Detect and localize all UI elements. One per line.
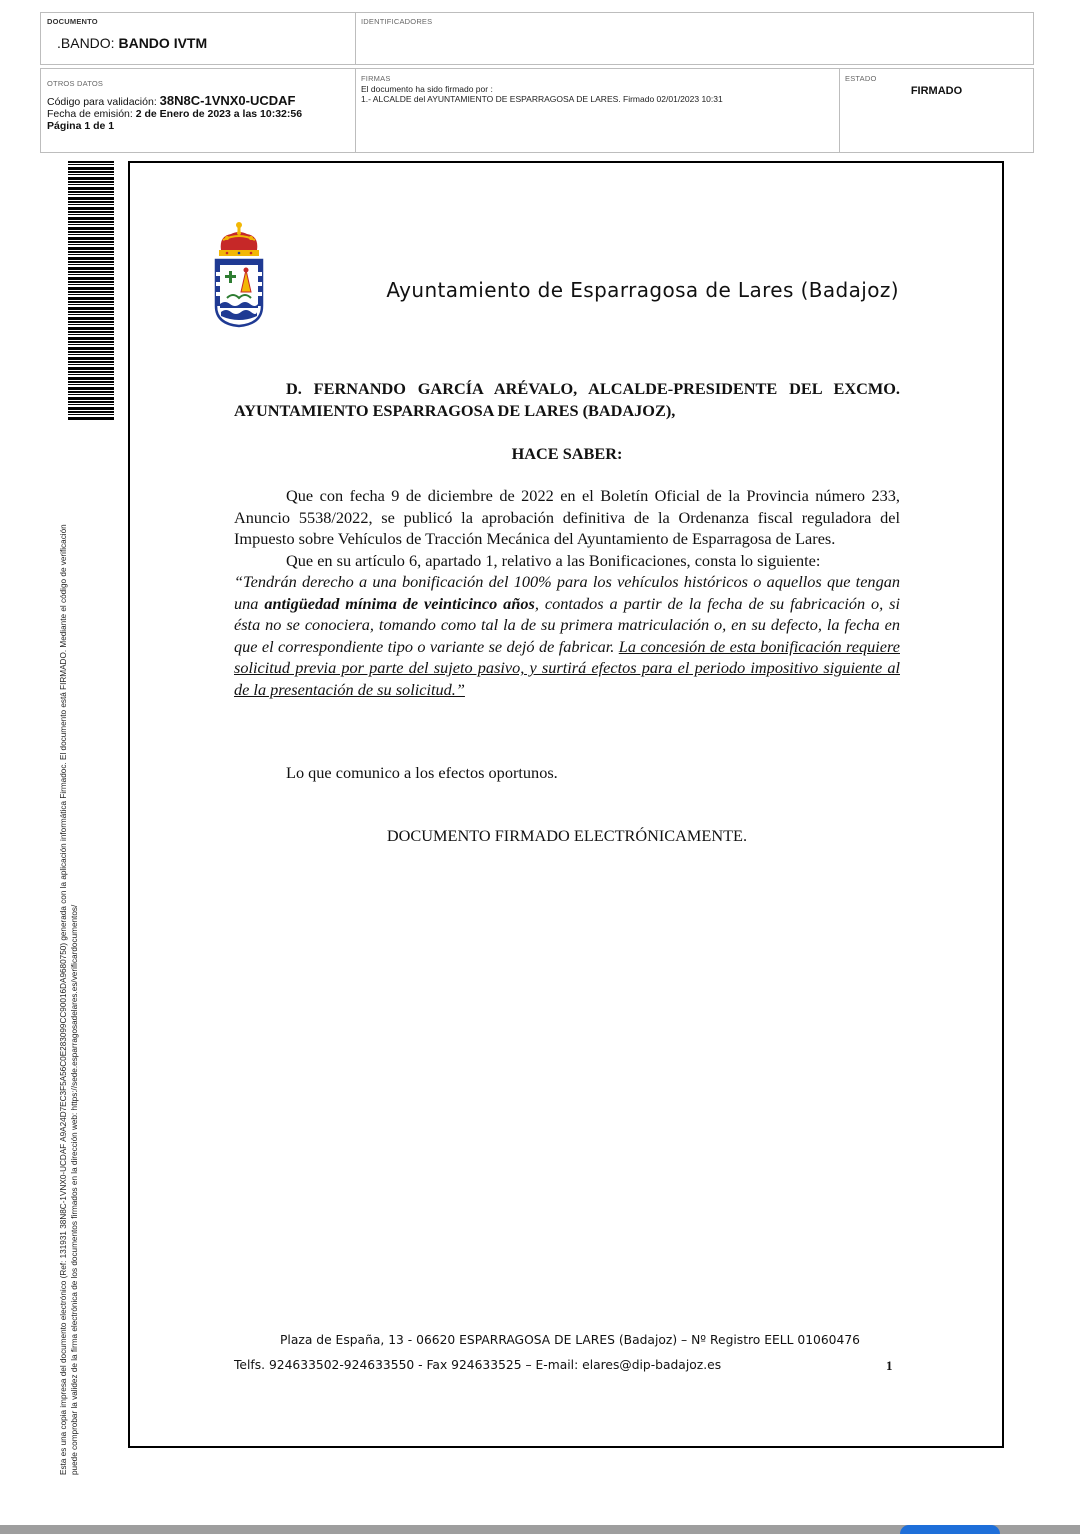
documento-cell xyxy=(41,13,355,64)
estado-value: FIRMADO xyxy=(910,85,963,97)
quote-underlined: La concesión de esta bonificación requiere solicitud previa por parte del sujeto pasivo, y surtirá efectos para el periodo impositivo siguiente al de la presentación de su solicitud.” xyxy=(234,636,900,699)
mayor-heading xyxy=(234,378,900,421)
quote-mid: , contados a partir de la fecha de su fabricación o, si ésta no se conociera, tomando como tal la de su primera matriculación o, en su defecto, la fecha en que el correspondiente tipo o variante se dejó de fabricar. xyxy=(234,593,901,656)
paragraph-2: Que en su artículo 6, apartado 1, relativo a las Bonificaciones, consta lo siguiente: xyxy=(286,550,821,570)
signed-line: DOCUMENTO FIRMADO ELECTRÓNICAMENTE. xyxy=(386,826,748,845)
emission-row xyxy=(47,108,349,120)
otros-datos-cell xyxy=(41,69,355,152)
paragraph-1: Que con fecha 9 de diciembre de 2022 en el Boletín Oficial de la Provincia número 233, Anuncio 5538/2022, se publicó la aprobación definitiva de la Ordenanza fiscal reguladora del Impuesto sobre Vehículos de Tracción Mecánica del Ayuntamiento de Esparragosa de Lares. xyxy=(234,486,900,548)
quote-bold: antigüedad mínima de veinticinco años xyxy=(264,593,535,613)
validation-row xyxy=(47,95,349,108)
validation-label: Código para validación: xyxy=(47,96,157,108)
barcode xyxy=(68,161,114,421)
footer-address: Plaza de España, 13 - 06620 ESPARRAGOSA DE LARES (Badajoz) – Nº Registro EELL 01060476 xyxy=(280,1333,860,1347)
document-frame xyxy=(128,161,1004,1448)
header-data-row xyxy=(40,68,1034,153)
coat-of-arms-icon xyxy=(213,220,265,328)
estado-cell xyxy=(839,69,1033,152)
quote-paragraph xyxy=(234,571,900,700)
quote-open: “Tendrán derecho a una bonificación del 100% para los vehículos históricos o aquellos que tengan una xyxy=(234,572,900,613)
page-info: Página 1 de 1 xyxy=(47,120,115,132)
document-title xyxy=(57,35,349,51)
firmas-line-2: 1.- ALCALDE del AYUNTAMIENTO DE ESPARRAGOSA DE LARES. Firmado 02/01/2023 10:31 xyxy=(361,93,723,104)
municipality-title: Ayuntamiento de Esparragosa de Lares (Badajoz) xyxy=(386,278,899,302)
side-legend xyxy=(58,415,80,1475)
identificadores-caption: IDENTIFICADORES xyxy=(361,17,433,26)
document-prefix: .BANDO: xyxy=(57,35,115,51)
closing-line: Lo que comunico a los efectos oportunos. xyxy=(286,763,558,782)
document-name: BANDO IVTM xyxy=(118,35,208,51)
side-legend-line-2: puede comprobar la validez de la firma electrónica de los documentos firmados en la dirección web: https://sede.esparragosadelares.es/verificardocumentos/ xyxy=(70,904,79,1475)
footer-contact: Telfs. 924633502-924633550 - Fax 924633525 – E-mail: elares@dip-badajoz.es xyxy=(234,1358,722,1372)
emission-date: 2 de Enero de 2023 a las 10:32:56 xyxy=(135,108,303,120)
identificadores-cell xyxy=(355,13,1033,64)
corner-button[interactable] xyxy=(900,1525,1000,1534)
validation-code: 38N8C-1VNX0-UCDAF xyxy=(159,93,296,108)
otros-datos-caption: OTROS DATOS xyxy=(47,79,104,88)
body-paragraphs xyxy=(234,485,900,700)
side-legend-line-1: Esta es una copia impresa del documento electrónico (Ref: 131931 38N8C-1VNX0-UCDAF A9A24D7EC3F5A56C0E283099CC90016DA9680750) generada con la aplicación informática Firmadoc. El documento está FIRMADO. Mediante el código de verificación xyxy=(59,524,68,1475)
hace-saber: HACE SABER: xyxy=(511,444,623,463)
emission-label: Fecha de emisión: xyxy=(47,108,133,120)
firmas-cell xyxy=(355,69,839,152)
firmas-line-1: El documento ha sido firmado por : xyxy=(361,84,493,94)
documento-caption: DOCUMENTO xyxy=(47,17,98,26)
mayor-line-2: AYUNTAMIENTO ESPARRAGOSA DE LARES (BADAJOZ), xyxy=(234,400,676,420)
estado-caption: ESTADO xyxy=(845,74,877,83)
mayor-line-1: D. FERNANDO GARCÍA ARÉVALO, ALCALDE-PRESIDENTE DEL EXCMO. xyxy=(286,379,900,398)
page-number: 1 xyxy=(886,1358,893,1373)
firmas-caption: FIRMAS xyxy=(361,74,391,83)
header-document-row xyxy=(40,12,1034,65)
